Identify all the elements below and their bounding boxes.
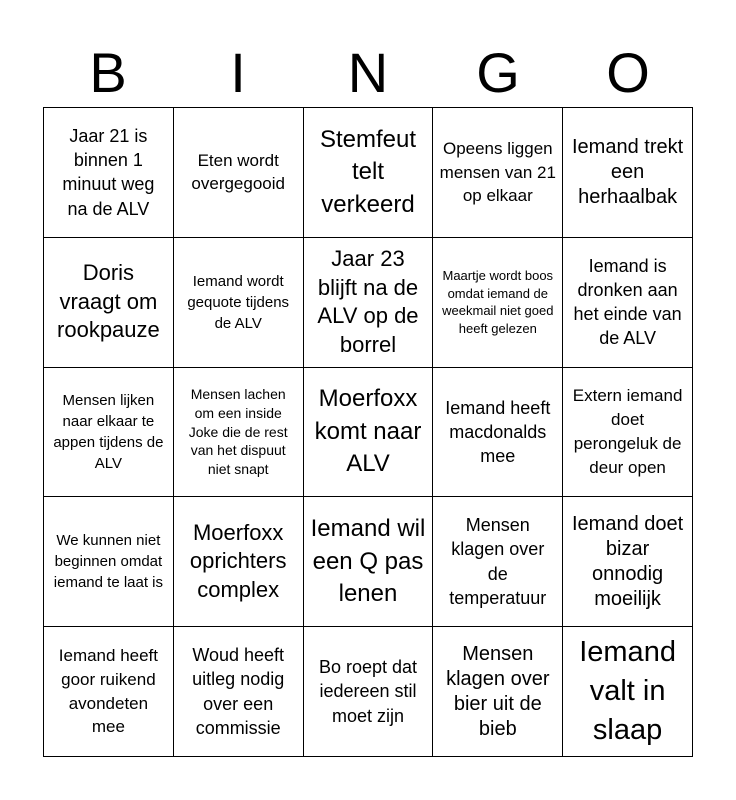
header-letter-i: I [230, 41, 246, 104]
cell-label: Mensen lachen om een inside Joke die de rest van het dispuut niet snapt [188, 385, 288, 478]
bingo-cell[interactable] [433, 627, 563, 757]
header-letter-b: B [89, 41, 127, 104]
bingo-header [43, 38, 693, 108]
cell-label: Iemand wordt gequote tijdens de ALV [187, 272, 290, 332]
bingo-cell[interactable] [433, 497, 563, 627]
cell-label: Jaar 23 blijft na de ALV op de borrel [317, 246, 419, 357]
cell-label: Opeens liggen mensen van 21 op elkaar [439, 138, 556, 206]
bingo-cell[interactable] [304, 108, 434, 238]
bingo-cell[interactable] [563, 497, 693, 627]
cell-label: Mensen klagen over de temperatuur [449, 515, 547, 609]
bingo-board [43, 107, 693, 757]
cell-label: Maartje wordt boos omdat iemand de weekmail niet goed heeft gelezen [442, 268, 554, 336]
bingo-cell[interactable] [304, 627, 434, 757]
cell-label: Iemand heeft goor ruikend avondeten mee [58, 646, 159, 737]
cell-label: Iemand heeft macdonalds mee [445, 397, 551, 467]
bingo-cell[interactable] [44, 238, 174, 368]
bingo-cell[interactable] [44, 108, 174, 238]
bingo-cell[interactable] [44, 497, 174, 627]
cell-label: We kunnen niet beginnen omdat iemand te laat is [53, 532, 164, 592]
cell-label: Iemand valt in slaap [579, 635, 676, 747]
bingo-cell[interactable] [433, 368, 563, 498]
cell-label: Mensen lijken naar elkaar te appen tijdens de ALV [53, 391, 164, 472]
cell-label: Bo roept dat iedereen stil moet zijn [318, 657, 418, 726]
bingo-cell[interactable] [44, 368, 174, 498]
cell-label: Moerfoxx komt naar ALV [314, 385, 422, 478]
cell-label: Iemand wil een Q pas lenen [310, 515, 426, 607]
bingo-cell[interactable] [563, 108, 693, 238]
bingo-cell[interactable] [433, 238, 563, 368]
bingo-cell[interactable] [433, 108, 563, 238]
bingo-cell[interactable] [563, 238, 693, 368]
cell-label: Mensen klagen over bier uit de bieb [446, 642, 550, 740]
cell-label: Doris vraagt om rookpauze [57, 260, 160, 343]
bingo-cell[interactable] [563, 368, 693, 498]
bingo-cell[interactable] [174, 497, 304, 627]
cell-label: Iemand trekt een herhaalbak [572, 135, 684, 208]
bingo-cell[interactable] [174, 108, 304, 238]
bingo-cell[interactable] [304, 497, 434, 627]
cell-label: Extern iemand doet perongeluk de deur open [572, 386, 683, 477]
bingo-cell[interactable] [174, 627, 304, 757]
cell-label: Eten wordt overgegooid [191, 150, 285, 194]
bingo-cell[interactable] [304, 238, 434, 368]
bingo-cell[interactable] [174, 368, 304, 498]
bingo-cell[interactable] [563, 627, 693, 757]
cell-label: Iemand doet bizar onnodig moeilijk [571, 512, 684, 610]
header-letter-n: N [347, 41, 389, 104]
cell-label: Woud heeft uitleg nodig over een commissie [192, 645, 285, 738]
cell-label: Iemand is dronken aan het einde van de ALV [573, 255, 682, 349]
header-letter-g: G [476, 41, 520, 104]
bingo-cell[interactable] [304, 368, 434, 498]
bingo-cell[interactable] [174, 238, 304, 368]
cell-label: Moerfoxx oprichters complex [189, 519, 287, 603]
header-letter-o: O [606, 41, 650, 104]
cell-label: Jaar 21 is binnen 1 minuut weg na de ALV [62, 125, 155, 219]
cell-label: Stemfeut telt verkeerd [319, 125, 417, 218]
bingo-cell[interactable] [44, 627, 174, 757]
